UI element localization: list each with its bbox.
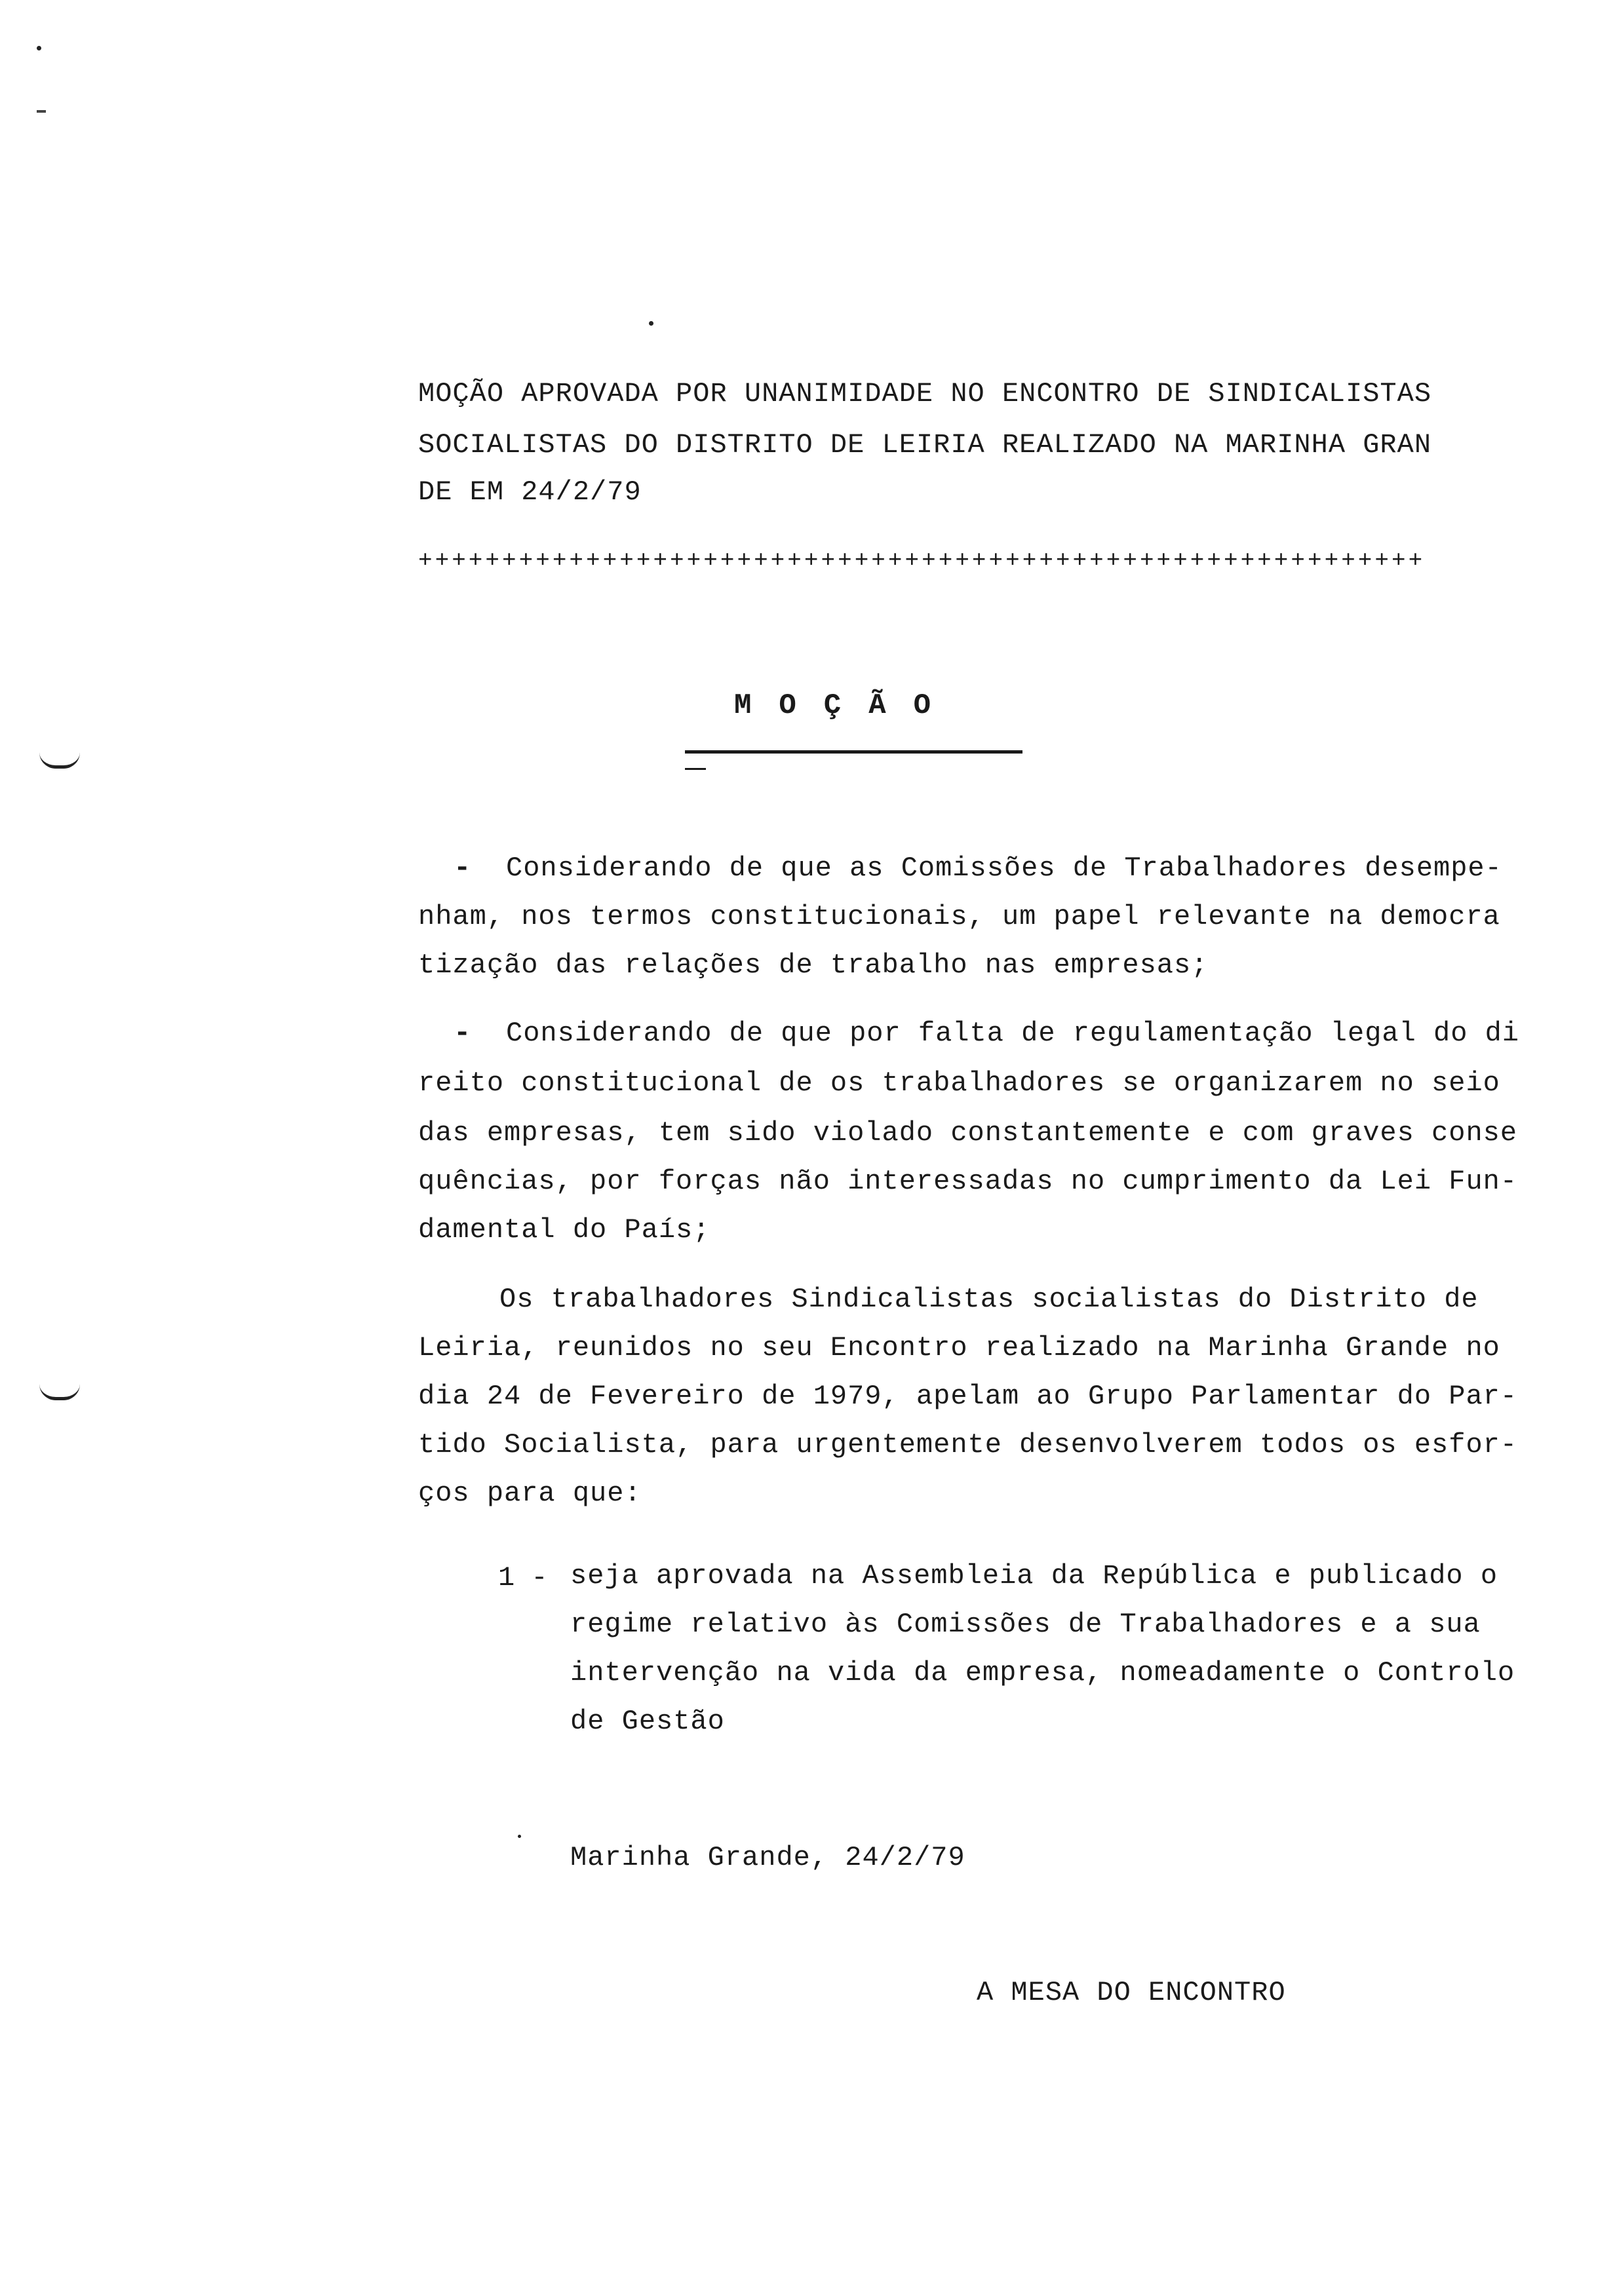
place-date: Marinha Grande, 24/2/79 xyxy=(570,1842,965,1873)
considerando-line: reito constitucional de os trabalhadores se organizarem no seio xyxy=(418,1067,1500,1099)
considerando-line: Considerando de que por falta de regulamentação legal do di xyxy=(506,1018,1520,1049)
appeal-line: ços para que: xyxy=(418,1478,642,1509)
bullet-dash: - xyxy=(454,852,471,885)
margin-speck xyxy=(37,46,41,50)
document-title: MOÇÃO xyxy=(734,689,959,722)
appeal-line: dia 24 de Fevereiro de 1979, apelam ao Grupo Parlamentar do Par- xyxy=(418,1381,1518,1412)
considerando-line: damental do País; xyxy=(418,1214,710,1246)
hole-punch-mark xyxy=(39,1384,80,1400)
considerando-line: Considerando de que as Comissões de Trabalhadores desempe- xyxy=(506,852,1502,884)
hole-punch-mark xyxy=(39,752,80,769)
considerando-line: das empresas, tem sido violado constantemente e com graves conse xyxy=(418,1117,1518,1149)
margin-speck xyxy=(649,321,653,326)
item-number: 1 - xyxy=(498,1562,548,1594)
considerando-line: nham, nos termos constitucionais, um papel relevante na democra xyxy=(418,901,1500,932)
header-line: MOÇÃO APROVADA POR UNANIMIDADE NO ENCONTRO DE SINDICALISTAS xyxy=(418,378,1432,410)
appeal-line: Os trabalhadores Sindicalistas socialistas do Distrito de xyxy=(499,1284,1479,1315)
title-underline-tick xyxy=(685,768,706,770)
header-line: DE EM 24/2/79 xyxy=(418,476,642,508)
appeal-line: tido Socialista, para urgentemente desenvolverem todos os esfor- xyxy=(418,1429,1518,1461)
appeal-line: Leiria, reunidos no seu Encontro realizado na Marinha Grande no xyxy=(418,1332,1500,1364)
item-line: seja aprovada na Assembleia da República e publicado o xyxy=(570,1560,1498,1592)
margin-speck xyxy=(518,1835,521,1838)
considerando-line: quências, por forças não interessadas no cumprimento da Lei Fun- xyxy=(418,1166,1518,1197)
margin-speck xyxy=(37,110,46,113)
item-line: intervenção na vida da empresa, nomeadamente o Controlo xyxy=(570,1657,1515,1689)
item-line: regime relativo às Comissões de Trabalhadores e a sua xyxy=(570,1609,1481,1640)
header-line: SOCIALISTAS DO DISTRITO DE LEIRIA REALIZADO NA MARINHA GRAN xyxy=(418,429,1432,461)
header-separator: ++++++++++++++++++++++++++++++++++++++++++++++++++++++++++++ xyxy=(418,547,1426,574)
bullet-dash: - xyxy=(454,1017,471,1050)
title-underline xyxy=(685,750,1022,754)
signature-block: A MESA DO ENCONTRO xyxy=(977,1977,1286,2008)
considerando-line: tização das relações de trabalho nas empresas; xyxy=(418,949,1209,981)
item-line: de Gestão xyxy=(570,1706,725,1737)
